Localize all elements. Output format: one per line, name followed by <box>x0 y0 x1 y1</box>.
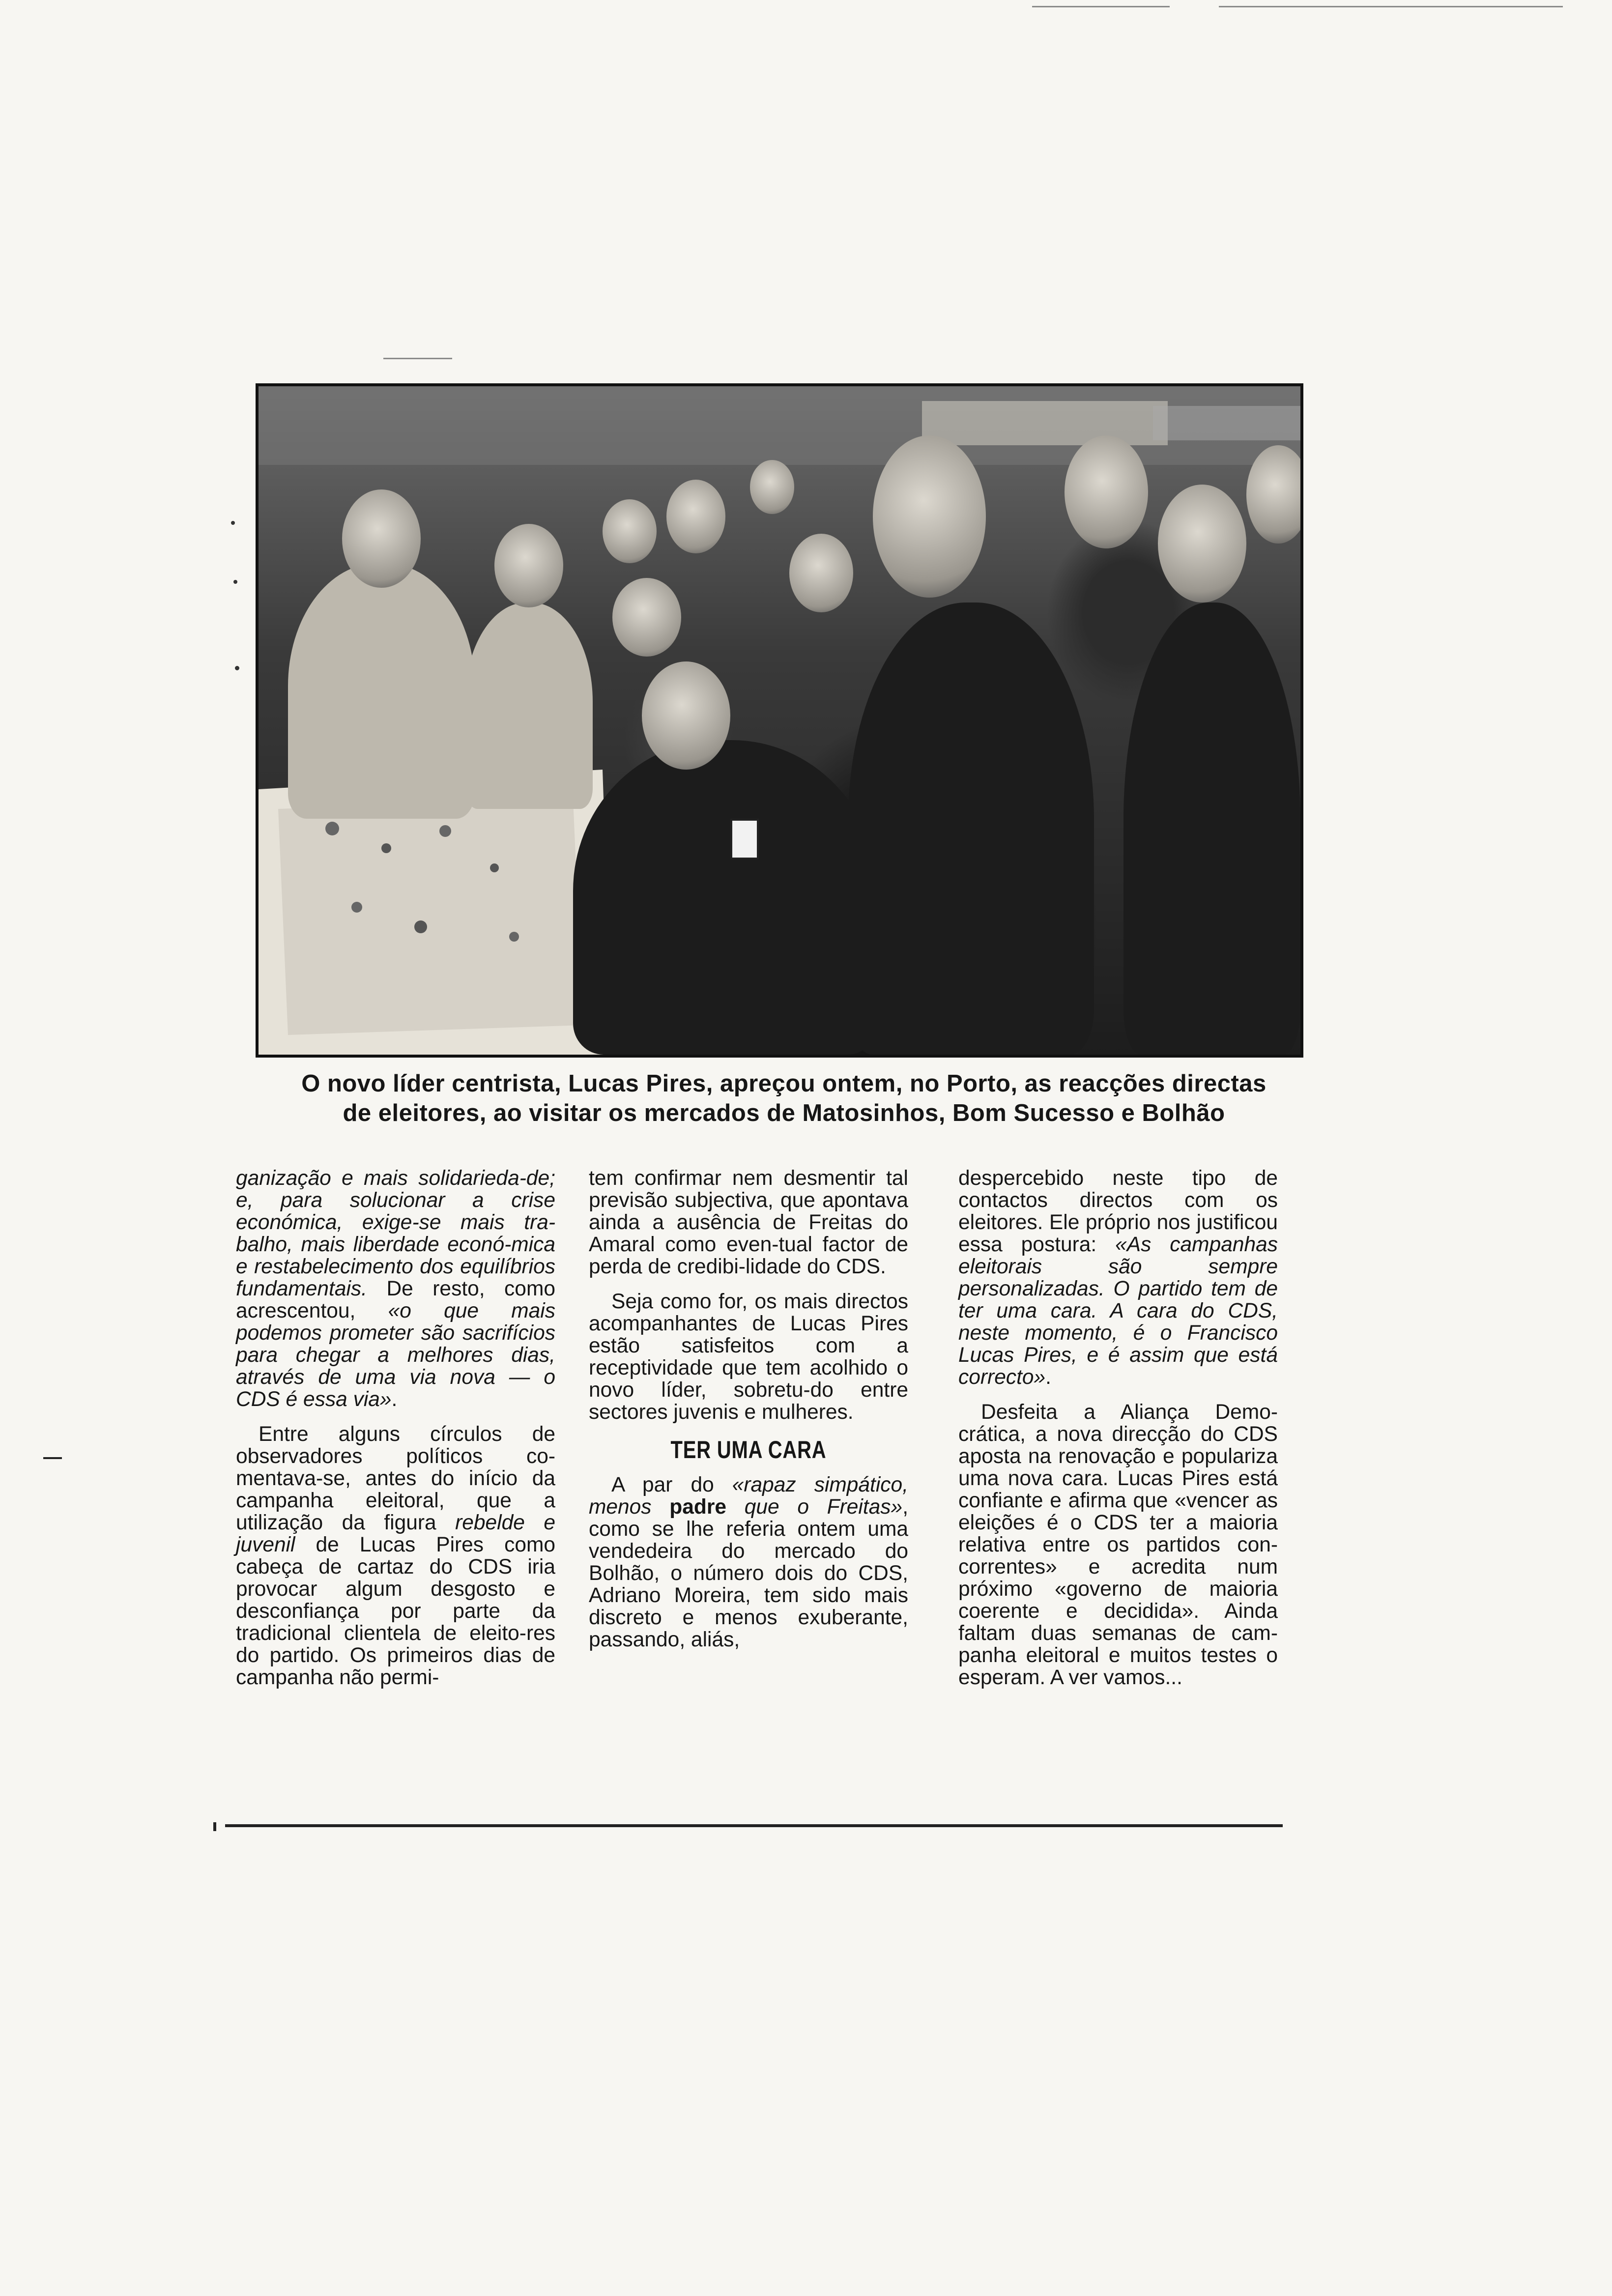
person-face <box>789 534 853 612</box>
text: Entre alguns círculos de observadores políticos co-mentava-se, antes do início da campanha eleitoral, que a utilização da figura <box>236 1423 555 1534</box>
person-leader-face <box>873 435 986 598</box>
paragraph: Seja como for, os mais directos acompanhantes de Lucas Pires estão satisfeitos com a receptividade que tem acolhido o novo líder, sobretu-do entre sectores juvenis e mulheres. <box>589 1290 908 1424</box>
text: , como se lhe referia ontem uma vendedeira do mercado do Bolhão, o número dois do CDS, Adriano Moreira, tem sido mais discreto e menos exuberante, passando, aliás, <box>589 1495 908 1651</box>
speck <box>233 580 237 584</box>
caption-line-1: O novo líder centrista, Lucas Pires, apreçou ontem, no Porto, as reacções directas <box>301 1070 1267 1097</box>
person-vendor-face <box>342 489 421 588</box>
badge-tag <box>730 819 759 860</box>
bottom-rule <box>225 1824 1283 1827</box>
news-photo <box>256 383 1303 1058</box>
person-face <box>1065 435 1148 548</box>
text: de Lucas Pires como cabeça de cartaz do CDS iria provocar algum desgosto e desconfiança por parte da tradicional clientela de eleito-res do partido. Os primeiros dias de campanha não permi- <box>236 1533 555 1689</box>
text: . <box>391 1388 398 1411</box>
scan-line-top-right <box>1219 6 1563 7</box>
person-body <box>1123 603 1300 1055</box>
person-face <box>666 480 725 553</box>
speck <box>231 521 235 525</box>
paragraph: Desfeita a Aliança Demo-crática, a nova direcção do CDS aposta na renovação e populariza uma nova cara. Lucas Pires está confiante e afirma que «vencer as eleições é o CDS ter a maioria relativa entre os partidos con-correntes» e acredita num próximo «governo de maioria coerente e decidida». Ainda faltam duas semanas de cam-panha eleitoral e muitos testes o esperam. A ver vamos... <box>958 1401 1278 1689</box>
article-column-3 <box>958 1167 1278 1701</box>
person-boy-body <box>573 740 878 1055</box>
person-face <box>612 578 681 657</box>
photo-caption <box>275 1069 1293 1128</box>
quote-text: «o que mais podemos prometer são sacrifícios para chegar a melhores dias, através de uma via nova — o CDS é essa via» <box>236 1299 555 1411</box>
paragraph: tem confirmar nem desmentir tal previsão subjectiva, que apontava ainda a ausência de Freitas do Amaral como even-tual factor de perda de credibi-lidade do CDS. <box>589 1167 908 1278</box>
speck <box>235 666 239 670</box>
article-column-2 <box>589 1167 908 1664</box>
quote-text: «rapaz simpático, menos <box>589 1473 909 1519</box>
text: despercebido neste tipo de contactos directos com os eleitores. Ele próprio nos justificou essa postura: <box>958 1167 1278 1256</box>
person-leader-body <box>848 603 1094 1055</box>
scan-line-small <box>383 358 452 359</box>
article-column-1 <box>236 1167 555 1701</box>
paragraph <box>589 1474 908 1651</box>
person-woman-body <box>465 603 593 809</box>
margin-tick <box>213 1822 216 1831</box>
person-face <box>1158 485 1246 603</box>
subheading: TER UMA CARA <box>670 1436 827 1464</box>
person-face <box>750 460 794 514</box>
bold-text: padre <box>669 1495 726 1519</box>
margin-dash <box>43 1457 62 1459</box>
text: De resto, como acrescentou, <box>236 1277 555 1322</box>
italic-text: ganização e mais solidarieda-de; e, para solucionar a crise económica, exige-se mais tra-balho, mais liberdade econó-mica e restabelecimento dos equilíbrios fundamentais. <box>236 1167 555 1300</box>
text: A par do <box>611 1473 732 1496</box>
person-face <box>603 499 657 563</box>
paragraph <box>958 1167 1278 1388</box>
quote-text: que o Freitas» <box>726 1495 903 1519</box>
paragraph <box>236 1423 555 1689</box>
person-woman-face <box>494 524 563 607</box>
person-boy-face <box>642 661 730 770</box>
italic-text: rebelde e juvenil <box>236 1511 555 1556</box>
scan-line-top-left <box>1032 6 1170 7</box>
caption-line-2: de eleitores, ao visitar os mercados de Matosinhos, Bom Sucesso e Bolhão <box>343 1100 1225 1126</box>
text: . <box>1045 1366 1051 1389</box>
paragraph <box>236 1167 555 1410</box>
quote-text: «As campanhas eleitorais são sempre personalizadas. O partido tem de ter uma cara. A cara do CDS, neste momento, é o Francisco Lucas Pires, e é assim que está correcto» <box>958 1233 1278 1389</box>
person-vendor-body <box>288 563 475 819</box>
